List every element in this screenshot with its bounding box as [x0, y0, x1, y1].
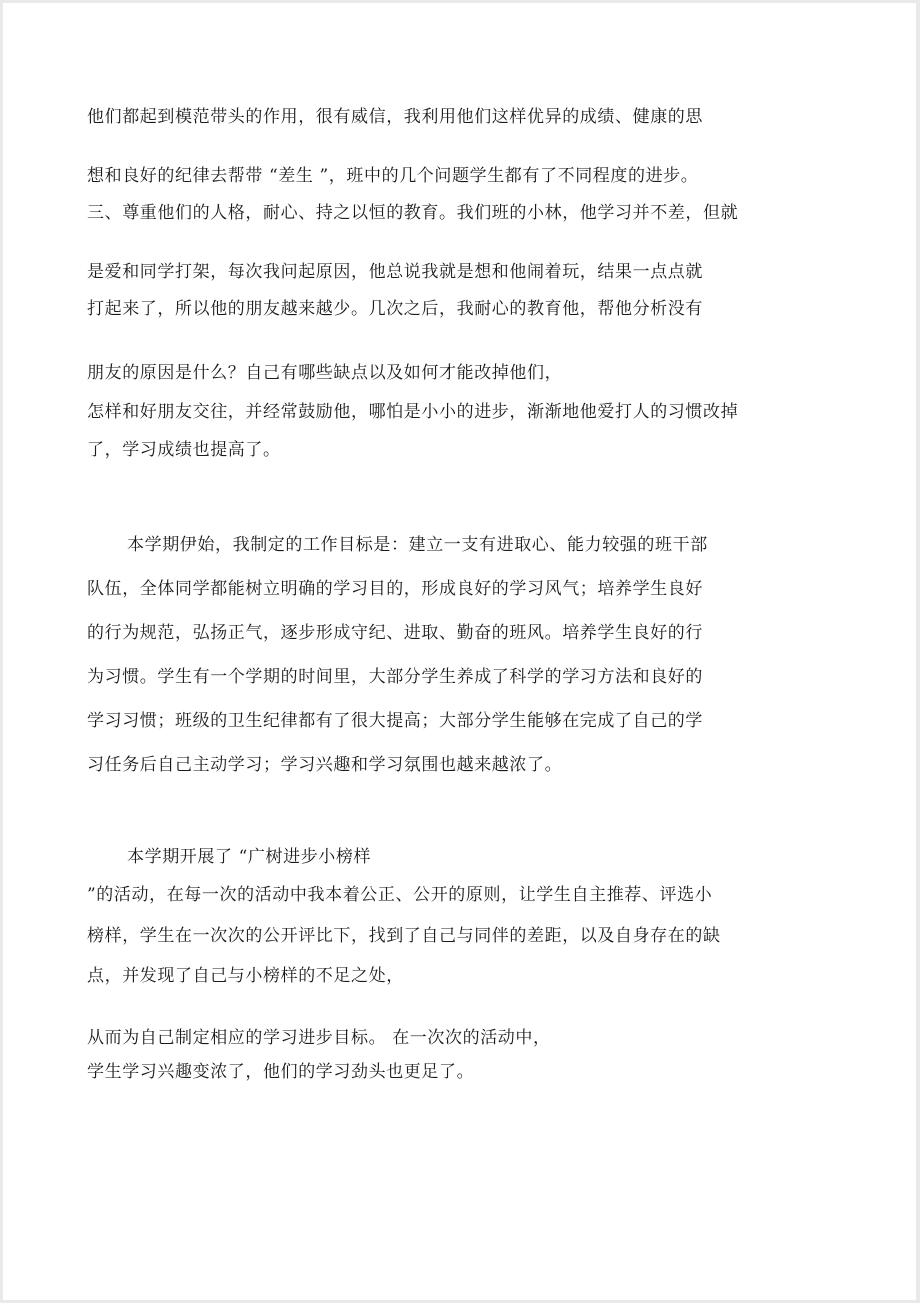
text-line: 点，并发现了自己与小榜样的不足之处， — [87, 966, 404, 986]
text-line: 了，学习成绩也提高了。 — [87, 440, 281, 460]
text-line: 想和良好的纪律去帮带 “差生 ”，班中的几个问题学生都有了不同程度的进步。 — [87, 166, 699, 186]
text-line: 他们都起到模范带头的作用，很有威信，我利用他们这样优异的成绩、健康的思 — [87, 107, 703, 127]
paragraph-first-line: 本学期开展了 “广树进步小榜样 — [127, 847, 372, 867]
document-page — [3, 3, 916, 1300]
text-line: 学生学习兴趣变浓了，他们的学习劲头也更足了。 — [87, 1062, 475, 1082]
text-line: 学习习惯；班级的卫生纪律都有了很大提高；大部分学生能够在完成了自己的学 — [87, 711, 703, 731]
text-line: ”的活动，在每一次的活动中我本着公正、公开的原则，让学生自主推荐、评选小 — [87, 885, 713, 905]
text-line: 榜样，学生在一次次的公开评比下，找到了自己与同伴的差距，以及自身存在的缺 — [87, 926, 721, 946]
text-line: 是爱和同学打架，每次我问起原因，他总说我就是想和他闹着玩，结果一点点就 — [87, 262, 703, 282]
paragraph-first-line: 本学期伊始，我制定的工作目标是：建立一支有进取心、能力较强的班干部 — [127, 535, 708, 555]
text-line: 三、尊重他们的人格，耐心、持之以恒的教育。我们班的小林，他学习并不差，但就 — [87, 203, 739, 223]
text-line: 朋友的原因是什么？自己有哪些缺点以及如何才能改掉他们， — [87, 363, 563, 383]
text-line: 习任务后自己主动学习；学习兴趣和学习氛围也越来越浓了。 — [87, 755, 563, 775]
text-line: 怎样和好朋友交往，并经常鼓励他，哪怕是小小的进步，渐渐地他爱打人的习惯改掉 — [87, 402, 739, 422]
text-line: 队伍，全体同学都能树立明确的学习目的，形成良好的学习风气；培养学生良好 — [87, 579, 703, 599]
text-line: 从而为自己制定相应的学习进步目标。 在一次次的活动中， — [87, 1028, 551, 1048]
text-line: 为习惯。学生有一个学期的时间里，大部分学生养成了科学的学习方法和良好的 — [87, 667, 703, 687]
text-line: 打起来了，所以他的朋友越来越少。几次之后，我耐心的教育他，帮他分析没有 — [87, 299, 703, 319]
text-line: 的行为规范，弘扬正气，逐步形成守纪、进取、勤奋的班风。培养学生良好的行 — [87, 623, 703, 643]
